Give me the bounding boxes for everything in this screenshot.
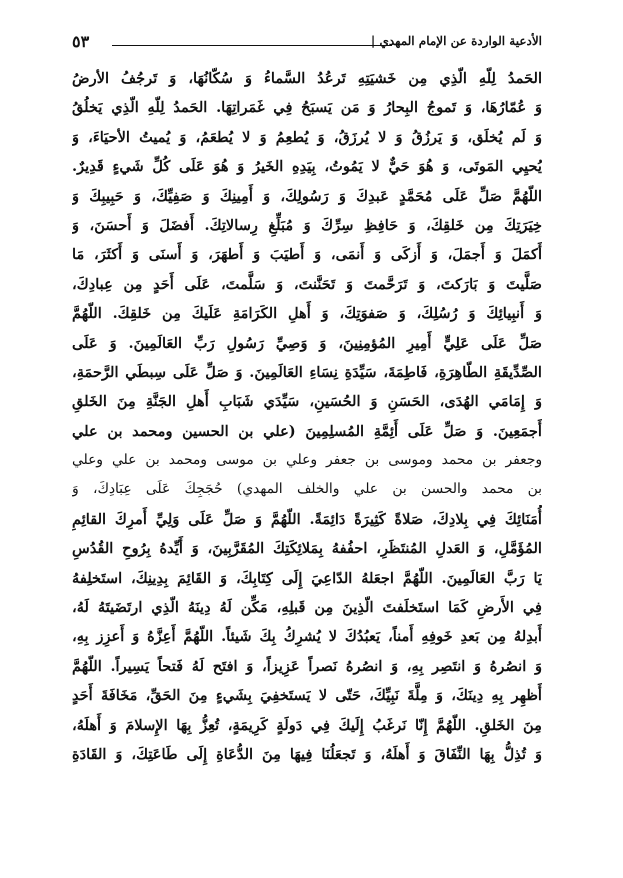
text-line: صَلِّ عَلَى عَلِيٍّ أَمِيرِ المُؤمِنِينَ، وَ وَصِيِّ رَسُولِ رَبِّ العَالَمِينَ. وَ عَلَى [72,334,542,352]
text-line: اللّهُمَّ صَلِّ عَلَى مُحَمَّدٍ عَبدِكَ وَ رَسُولِكَ، وَ أَمِينِكَ وَ صَفِيِّكَ، وَ حَبِيبِكَ وَ [72,187,542,205]
text-line: يُحيِي المَوتَى، وَ هُوَ حَيٌّ لا يَمُوتُ، بِيَدِهِ الخَيرُ وَ هُوَ عَلَى كُلِّ شَيءٍ قَدِيرٌ. [72,158,542,176]
text-line: أَجمَعِينَ. وَ صَلِّ عَلَى أَئِمَّةِ المُسلِمِينَ (علي بن الحسين ومحمد بن علي [72,422,542,440]
body-text [72,64,542,769]
text-line: وجعفر بن محمد وموسى بن جعفر وعلي بن موسى ومحمد بن علي وعلي [72,452,542,469]
text-line: مِنَ الخَلقِ. اللّهُمَّ إِنّا نَرغَبُ إِلَيكَ فِي دَولَةٍ كَرِيمَةٍ، تُعِزُّ بِهَا الإِسلامَ وَ أَهلَهُ، [72,716,542,734]
text-line: وَ لَم يُخلَق، وَ يَرزُقُ وَ لا يُرزَقُ، وَ يُطعِمُ وَ لا يُطعَمُ، وَ يُميتُ الأحيَاءَ، وَ [72,128,542,146]
text-line: الحَمدُ لِلّهِ الّذِي مِن خَشيَتِهِ تَرعُدُ السَّماءُ وَ سُكّانُهَا، وَ تَرجُفُ الأرضُ [72,70,542,87]
text-line: وَ تُذِلُّ بِهَا النِّفَاقَ وَ أَهلَهُ، وَ تَجعَلُنَا فِيهَا مِنَ الدُّعَاةِ إِلَى طَاعَتِكَ، وَ القَادَةِ [72,745,542,763]
text-line: المُؤَمَّلِ، وَ العَدلِ المُنتَظَرِ، احفُفهُ بِمَلائِكَتِكَ المُقَرَّبِينَ، وَ أَيِّدهُ بِرُوحِ القُدُسِ [72,540,542,558]
text-line: أَظهِر بِهِ دِينَكَ، وَ مِلَّةَ نَبِيِّكَ، حَتّى لا يَستَخفِيَ بِشَيءٍ مِنَ الحَقِّ، مَخَافَةَ أَحَدٍ [72,687,542,705]
text-line: وَ عُمّارُهَا، وَ تَموجُ البِحارُ وَ مَن يَسبَحُ فِي غَمَراتِهَا. الحَمدُ لِلّهِ الّذِي يَخلُقُ [72,99,542,117]
page-number: ٥٣ [72,32,90,51]
text-line: أَكمَلَ وَ أَجمَلَ، وَ أَزكَى وَ أَنمَى، وَ أَطيَبَ وَ أَطهَرَ، وَ أَسنَى وَ أَكثَرَ، مَا [72,246,542,264]
text-line: صَلَّيتَ وَ بَارَكتَ، وَ تَرَحَّمتَ وَ تَحَنَّنتَ، وَ سَلَّمتَ، عَلَى أَحَدٍ مِن عِبادِكَ، [72,275,542,293]
text-line: أُمَنَائِكَ فِي بِلادِكَ، صَلاةً كَثِيرَةً دَائِمَةً. اللّهُمَّ وَ صَلِّ عَلَى وَلِيِّ أَمرِكَ القائِمِ [72,510,542,528]
text-line: وَ انصُرهُ وَ انتَصِر بِهِ، وَ انصُرهُ نَصراً عَزِيزاً، وَ افتَح لَهُ فَتحاً يَسِيراً. اللّهُمَّ [72,657,542,675]
text-line: وَ إِمَامَي الهُدَى، الحَسَنِ وَ الحُسَينِ، سَيِّدَي شَبَابِ أَهلِ الجَنَّةِ مِنَ الخَلقِ [72,393,542,411]
text-line: خِيَرَتِكَ مِن خَلقِكَ، وَ حَافِظِ سِرِّكَ وَ مُبَلِّغِ رِسالاتِكَ. أَفضَلَ وَ أَحسَنَ، وَ [72,216,542,234]
text-line: وَ أَنبِيائِكَ وَ رُسُلِكَ، وَ صَفوَتِكَ، وَ أَهلِ الكَرَامَةِ عَلَيكَ مِن خَلقِكَ. اللّهُمَّ [72,305,542,323]
text-line: بن محمد والحسن بن علي والخلف المهدي) حُجَجِكَ عَلَى عِبَادِكَ، وَ [72,481,542,498]
running-title: الأدعية الواردة عن الإمام المهدي | [370,34,542,48]
page-header [72,32,542,54]
text-line: أَبدِلهُ مِن بَعدِ خَوفِهِ أَمناً، يَعبُدُكَ لا يُشرِكُ بِكَ شَيئاً. اللّهُمَّ أَعِزَّهُ وَ أَعزِز بِهِ، [72,628,542,646]
header-rule [112,45,392,46]
text-line: فِي الأَرضِ كَمَا استَخلَفتَ الّذِينَ مِن قَبلِهِ، مَكِّن لَهُ دِينَهُ الّذِي ارتَضَيتَهُ لَهُ، [72,599,542,617]
text-line: الصِّدِّيقَةِ الطّاهِرَةِ، فَاطِمَةَ، سَيِّدَةِ نِسَاءِ العَالَمِينَ. وَ صَلِّ عَلَى سِبطَي الرَّحمَةِ، [72,363,542,381]
text-line: يَا رَبَّ العَالَمِينَ. اللّهُمَّ اجعَلهُ الدّاعِيَ إِلَى كِتَابِكَ، وَ القَائِمَ بِدِينِكَ، استَخلِفهُ [72,569,542,587]
